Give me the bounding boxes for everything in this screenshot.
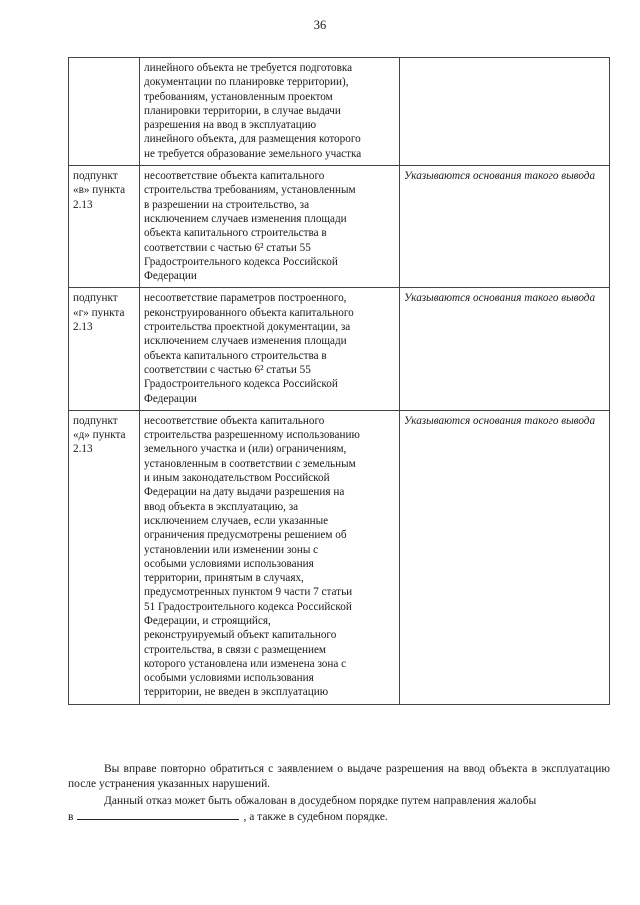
description-line: строительства требованиям, установленным (144, 184, 356, 197)
description-line: разрешения на ввод в эксплуатацию (144, 119, 317, 132)
description-line: планировки территории, в случае выдачи (144, 104, 341, 117)
description-line: ввод объекта в эксплуатацию, за (144, 500, 299, 513)
description-line: Федерации, и строящийся, (144, 614, 271, 627)
description-line: исключением случаев изменения площади (144, 335, 347, 348)
description-line: ограничения предусмотрены решением об (144, 529, 347, 542)
table-body (69, 58, 610, 705)
description-line: реконструированного объекта капитального (144, 306, 354, 319)
row-reference: подпункт «в» пункта 2.13 (69, 166, 140, 288)
row-reference: подпункт «д» пункта 2.13 (69, 410, 140, 704)
description-line: установлении или изменении зоны с (144, 543, 319, 556)
complaint-suffix: , а также в судебном порядке. (243, 811, 388, 823)
row-note: Указываются основания такого вывода (400, 288, 610, 410)
description-line: Федерации (144, 270, 197, 283)
table-row (69, 410, 610, 704)
description-line: не требуется образование земельного участка (144, 147, 362, 160)
description-line: соответствии с частью 6² статьи 55 (144, 363, 311, 376)
row-description (140, 288, 400, 410)
description-line: исключением случаев, если указанные (144, 514, 329, 527)
row-note: Указываются основания такого вывода (400, 166, 610, 288)
description-line: установленным в соответствии с земельным (144, 457, 356, 470)
refusal-reasons-table (68, 57, 610, 705)
description-line: строительства, в связи с размещением (144, 643, 327, 656)
description-line: несоответствие объекта капитального (144, 170, 325, 183)
appeal-paragraph: Вы вправе повторно обратиться с заявлением о выдаче разрешения на ввод объекта в эксплуатацию после устранения указанных нарушений. (68, 763, 610, 790)
description-line: в разрешении на строительство, за (144, 198, 310, 211)
row-reference: подпункт «г» пункта 2.13 (69, 288, 140, 410)
description-line: соответствии с частью 6² статьи 55 (144, 241, 311, 254)
description-line: предусмотренных пунктом 9 части 7 статьи (144, 586, 353, 599)
description-line: 51 Градостроительного кодекса Российской (144, 600, 352, 613)
description-line: Федерации на дату выдачи разрешения на (144, 486, 345, 499)
description-line: линейного объекта не требуется подготовка (144, 62, 353, 74)
complaint-paragraph: Данный отказ может быть обжалован в досудебном порядке путем направления жалобы (104, 795, 537, 807)
description-line: несоответствие объекта капитального (144, 414, 325, 427)
table-row (69, 288, 610, 410)
description-line: объекта капитального строительства в (144, 349, 327, 362)
table-row (69, 166, 610, 288)
description-line: территории, не введен в эксплуатацию (144, 686, 329, 699)
row-note (400, 58, 610, 166)
description-line: Градостроительного кодекса Российской (144, 255, 338, 268)
description-line: территории, принятым в случаях, (144, 572, 304, 585)
page-number: 36 (313, 18, 327, 32)
description-line: особыми условиями использования (144, 557, 314, 570)
row-reference (69, 58, 140, 166)
description-line: строительства проектной документации, за (144, 321, 351, 334)
description-line: и иным законодательством Российской (144, 472, 330, 485)
row-description (140, 58, 400, 166)
description-line: несоответствие параметров построенного, (144, 292, 347, 305)
description-line: реконструируемый объект капитального (144, 629, 337, 642)
description-line: особыми условиями использования (144, 672, 314, 685)
description-line: строительства разрешенному использованию (144, 429, 360, 442)
description-line: документации по планировке территории), (144, 76, 349, 89)
complaint-continuation (68, 809, 610, 825)
description-line: объекта капитального строительства в (144, 227, 327, 240)
row-description (140, 410, 400, 704)
description-line: которого установлена или изменена зона с (144, 657, 347, 670)
row-description (140, 166, 400, 288)
description-line: Градостроительного кодекса Российской (144, 378, 338, 391)
authority-blank-line (77, 809, 239, 820)
description-line: исключением случаев изменения площади (144, 212, 347, 225)
description-line: земельного участка и (или) ограничениям, (144, 443, 347, 456)
description-line: Федерации (144, 392, 197, 405)
row-note: Указываются основания такого вывода (400, 410, 610, 704)
description-line: линейного объекта, для размещения которого (144, 133, 361, 146)
table-row (69, 58, 610, 166)
complaint-prefix: в (68, 811, 74, 823)
description-line: требованиям, установленным проектом (144, 90, 333, 103)
